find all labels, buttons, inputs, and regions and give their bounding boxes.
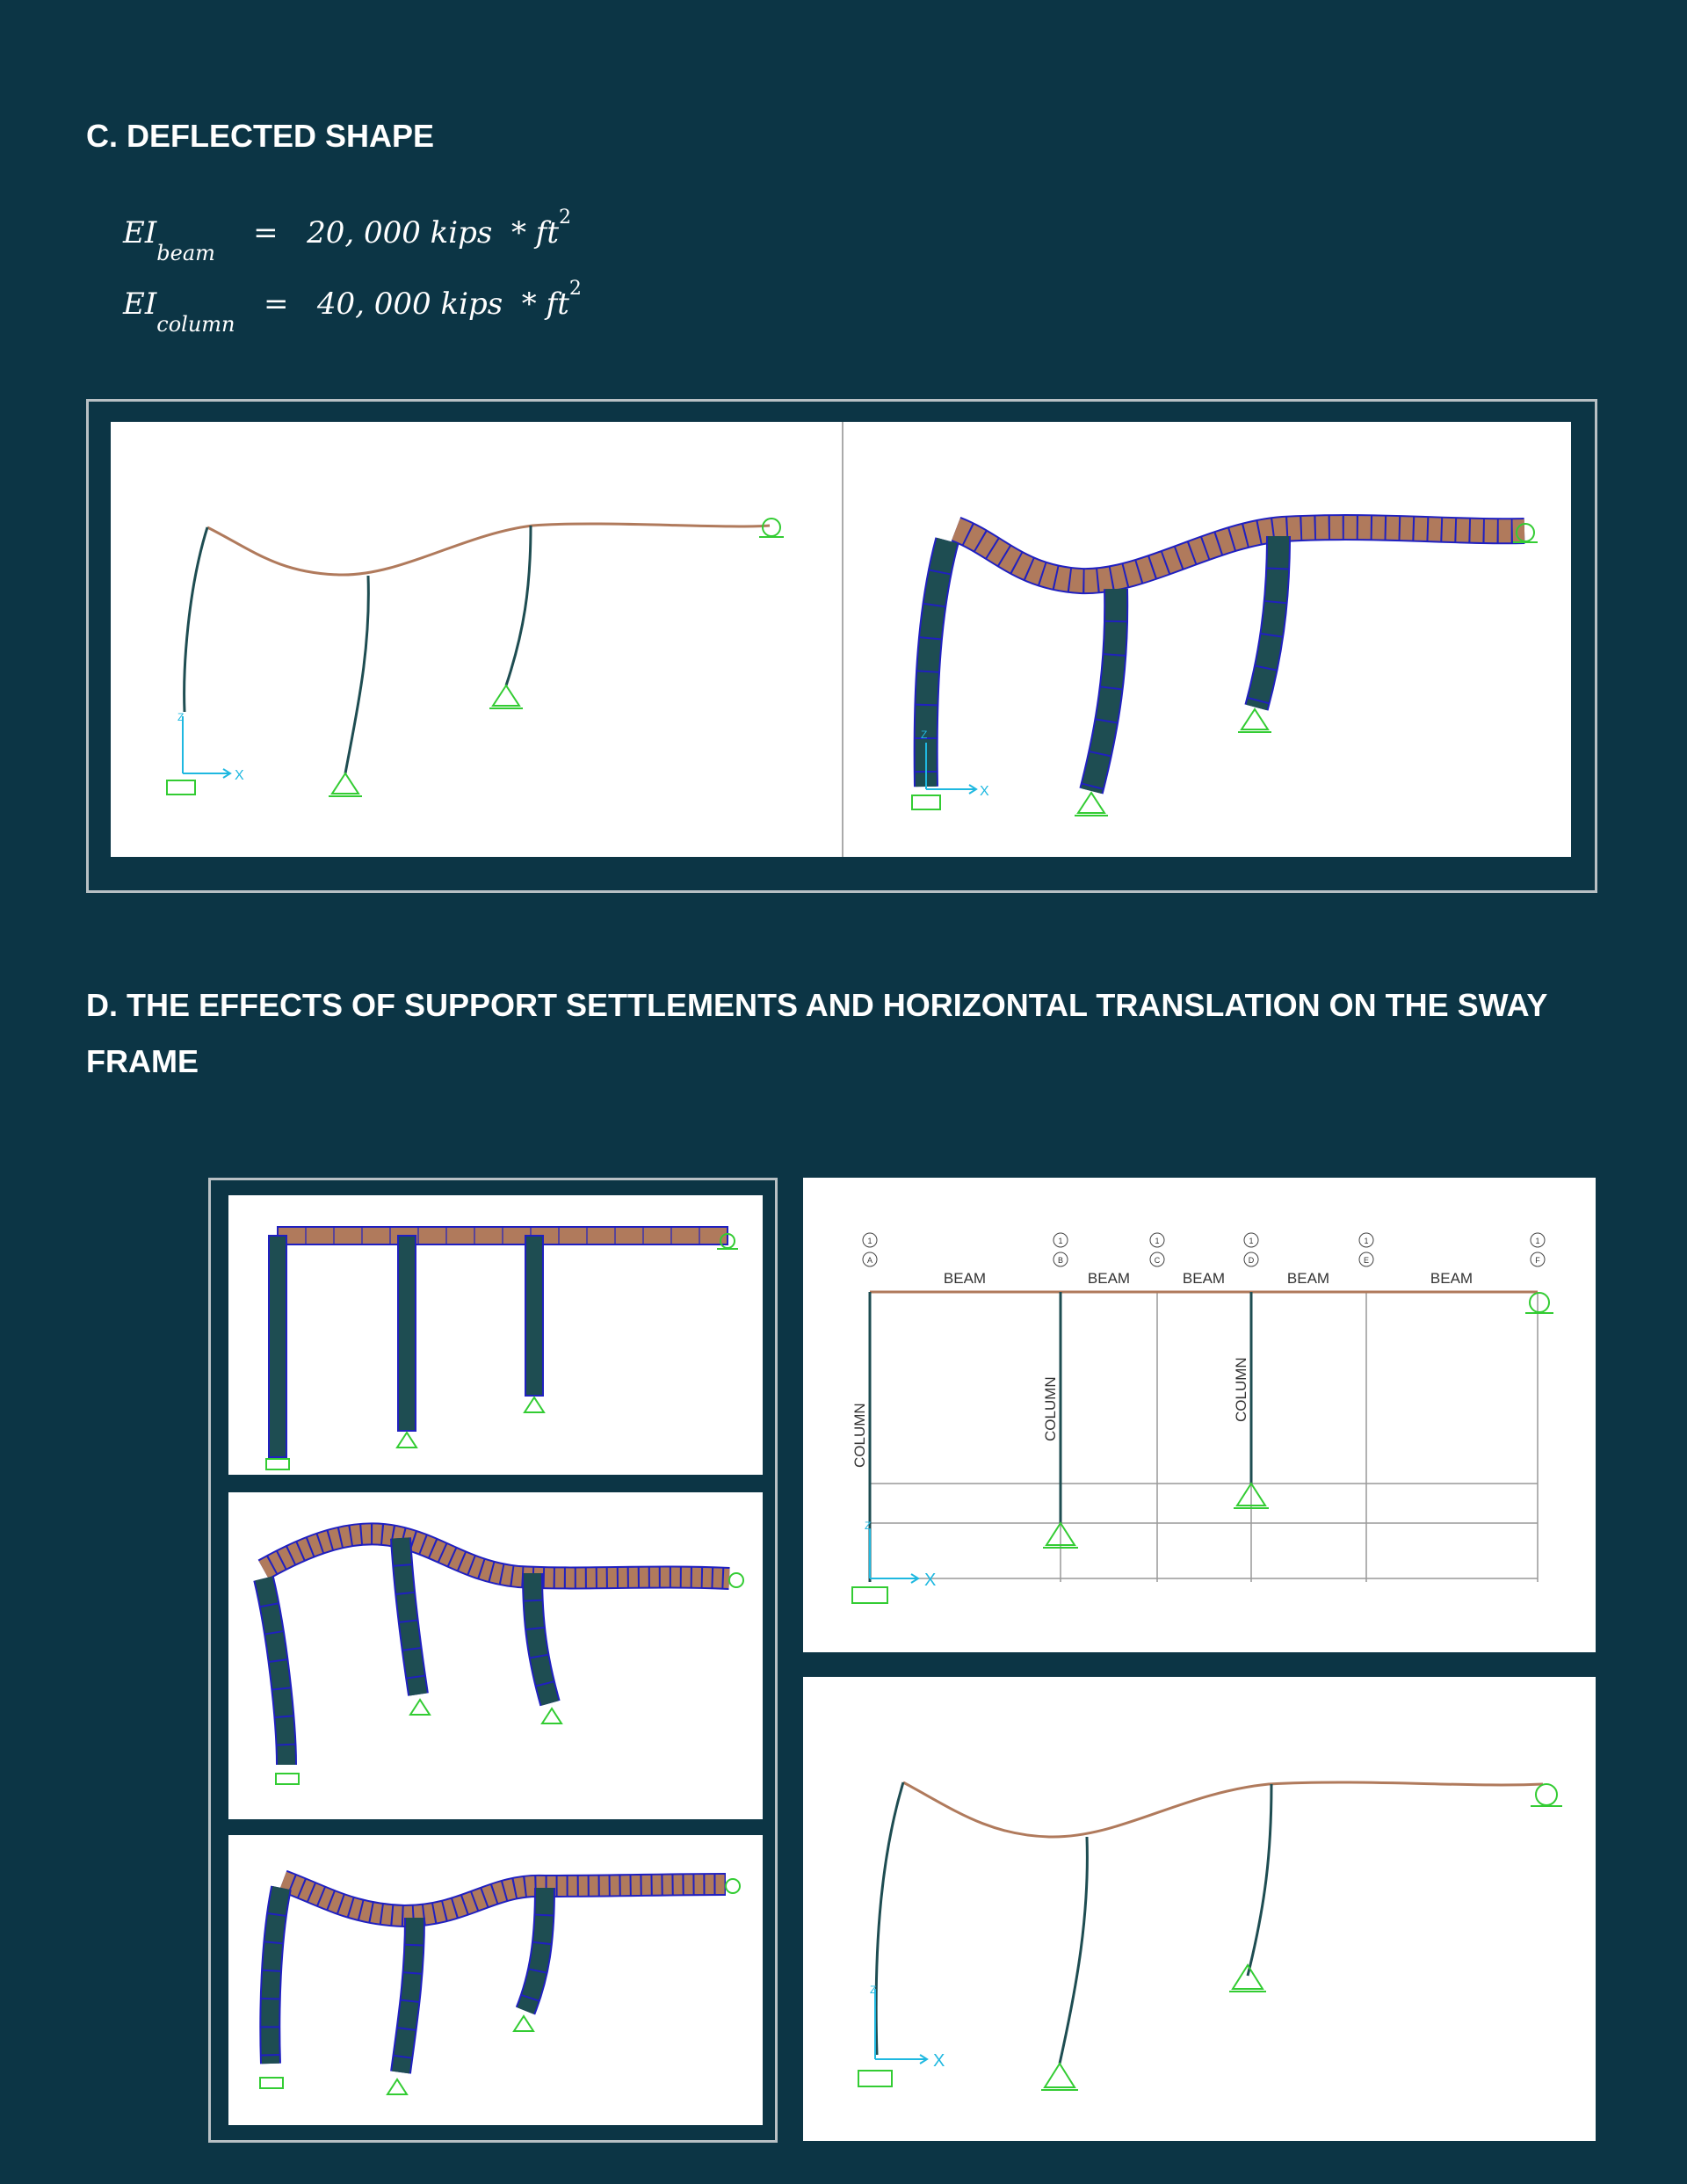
svg-text:B: B <box>1057 1256 1064 1265</box>
pin-support-icon <box>387 2079 407 2094</box>
axis-x-label: X <box>235 768 244 783</box>
svg-text:F: F <box>1535 1256 1540 1265</box>
section-c-heading: C. DEFLECTED SHAPE <box>86 118 435 154</box>
roller-support-icon <box>726 1879 740 1893</box>
grid-bubble-c <box>1150 1233 1164 1266</box>
ei-beam-equation: $EI_{beam}$ = 20, 000 kips * $ft^2$ <box>123 207 572 265</box>
beam-label-2: BEAM <box>1087 1270 1131 1287</box>
deflected-shape-extruded-view <box>844 422 1571 857</box>
beam-label-4: BEAM <box>1286 1270 1330 1287</box>
fixed-support-icon <box>276 1774 299 1784</box>
fixed-support-icon <box>912 795 940 809</box>
pin-support-icon <box>514 2016 533 2031</box>
pin-support-icon <box>329 773 362 796</box>
svg-text:1: 1 <box>1249 1237 1254 1245</box>
column-label-d: COLUMN <box>1233 1357 1249 1422</box>
roller-support-icon <box>1525 1293 1553 1313</box>
deflected-beam-line <box>903 1782 1543 1837</box>
beam-label-3: BEAM <box>1182 1270 1226 1287</box>
svg-text:1: 1 <box>867 1237 872 1245</box>
fixed-support-icon <box>266 1459 289 1469</box>
fixed-support-icon <box>858 2071 892 2086</box>
pin-support-icon <box>397 1433 416 1448</box>
svg-text:C: C <box>1154 1256 1161 1265</box>
extruded-column-b <box>1091 589 1116 791</box>
grid-bubble-a <box>863 1233 877 1266</box>
grid-bubble-f <box>1531 1233 1545 1266</box>
deflected-column-a <box>185 527 207 712</box>
deflected-column-b <box>345 576 368 773</box>
pin-support-icon <box>410 1700 430 1715</box>
deflected-column-d <box>506 526 531 686</box>
deflected-column-d <box>1248 1784 1271 1976</box>
axis-triad-icon <box>183 716 230 778</box>
pin-support-icon <box>1075 793 1108 816</box>
pin-support-icon <box>1229 1965 1266 1992</box>
deflected-line-view-large <box>803 1677 1596 2141</box>
grid-bubble-d <box>1244 1233 1258 1266</box>
deflected-column-a <box>876 1782 903 2055</box>
axis-triad-icon <box>875 1989 927 2064</box>
grid-lines <box>870 1292 1538 1582</box>
column-label-a: COLUMN <box>851 1403 868 1468</box>
pin-support-icon <box>1238 709 1271 732</box>
axis-x-label: X <box>980 784 989 799</box>
deflected-shape-line-view <box>111 422 842 857</box>
deflected-column-b <box>1060 1837 1087 2064</box>
section-d-heading: D. THE EFFECTS OF SUPPORT SETTLEMENTS AND HORIZONTAL TRANSLATION ON THE SWAY FRAME <box>86 987 1547 1079</box>
undeformed-extruded-view <box>228 1195 763 1475</box>
svg-text:1: 1 <box>1155 1237 1160 1245</box>
column-label-b: COLUMN <box>1042 1376 1059 1441</box>
extruded-column-b <box>401 1918 415 2072</box>
extruded-column-a <box>926 541 947 787</box>
roller-support-icon <box>759 519 784 537</box>
axis-x-label: X <box>924 1571 937 1590</box>
fixed-support-icon <box>852 1587 887 1603</box>
svg-text:1: 1 <box>1058 1237 1063 1245</box>
beam-label-5: BEAM <box>1430 1270 1473 1287</box>
pin-support-icon <box>525 1397 544 1412</box>
axis-z-label: Z <box>865 1520 872 1532</box>
beam-label-1: BEAM <box>943 1270 987 1287</box>
extruded-column-a <box>269 1236 286 1457</box>
settlement-case-2-view <box>228 1835 763 2125</box>
grid-bubble-e <box>1359 1233 1373 1266</box>
pin-support-icon <box>1041 2064 1078 2090</box>
extruded-column-b <box>401 1538 418 1694</box>
pin-support-icon <box>542 1709 561 1723</box>
axis-z-label: Z <box>921 729 928 741</box>
roller-support-icon <box>729 1573 743 1587</box>
axis-z-label: Z <box>870 1984 877 1996</box>
svg-text:A: A <box>866 1256 873 1265</box>
frame-model-grid-view <box>803 1178 1596 1652</box>
grid-bubble-b <box>1053 1233 1068 1266</box>
axis-z-label: Z <box>177 711 185 723</box>
pin-support-icon <box>489 686 523 708</box>
extruded-column-d <box>525 1236 543 1396</box>
fixed-support-icon <box>260 2078 283 2088</box>
ei-column-equation: $EI_{column}$ = 40, 000 kips * $ft^2$ <box>123 278 582 337</box>
extruded-beam <box>956 527 1524 581</box>
roller-support-icon <box>1531 1784 1562 1806</box>
svg-text:E: E <box>1363 1256 1370 1265</box>
axis-x-label: X <box>933 2051 945 2071</box>
extruded-column-d <box>1256 536 1278 707</box>
svg-text:1: 1 <box>1364 1237 1369 1245</box>
fixed-support-icon <box>167 780 195 795</box>
deflected-beam-line <box>207 524 770 575</box>
settlement-case-1-view <box>228 1492 763 1819</box>
svg-text:1: 1 <box>1535 1237 1540 1245</box>
svg-text:D: D <box>1248 1256 1255 1265</box>
axis-triad-icon <box>870 1529 918 1583</box>
extruded-column-b <box>398 1236 416 1431</box>
